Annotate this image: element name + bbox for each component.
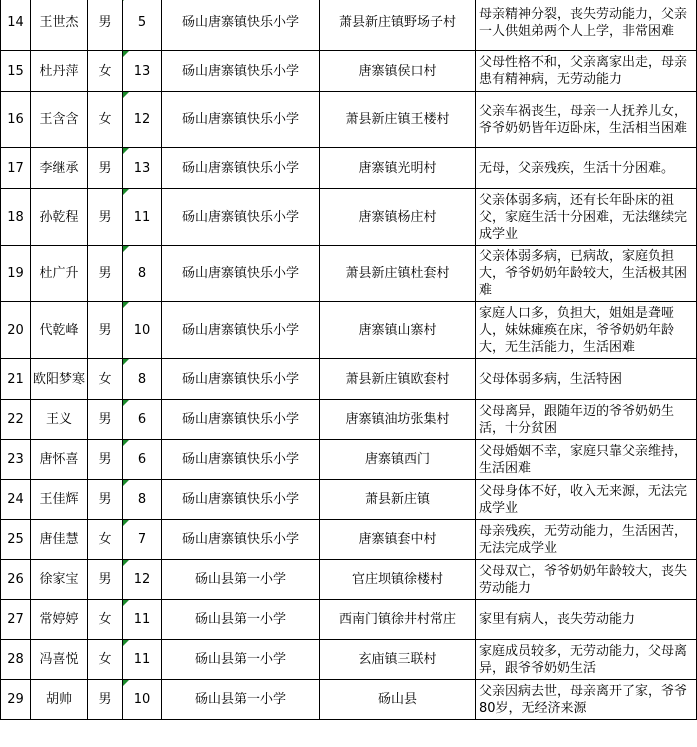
table-row <box>1 92 697 148</box>
age-cell: 11 <box>123 189 162 246</box>
hardship-reason-cell: 父母体弱多病，生活特困 <box>476 359 697 400</box>
school-cell: 砀山唐寨镇快乐小学 <box>162 246 320 302</box>
table-row <box>1 400 697 440</box>
row-number-cell: 23 <box>1 440 31 480</box>
hardship-reason-cell: 父母婚姻不幸，家庭只靠父亲维持，生活困难 <box>476 440 697 480</box>
student-name-cell: 代乾峰 <box>31 302 88 359</box>
gender-cell: 男 <box>88 302 123 359</box>
row-number-cell: 28 <box>1 640 31 680</box>
address-cell: 唐寨镇杨庄村 <box>320 189 476 246</box>
student-name-cell: 李继承 <box>31 148 88 189</box>
student-name-cell: 杜丹萍 <box>31 51 88 92</box>
gender-cell: 女 <box>88 520 123 560</box>
student-name-cell: 欧阳梦寒 <box>31 359 88 400</box>
student-name-cell: 王含含 <box>31 92 88 148</box>
age-cell: 8 <box>123 480 162 520</box>
gender-cell: 男 <box>88 246 123 302</box>
address-cell: 西南门镇徐井村常庄 <box>320 600 476 640</box>
age-cell: 8 <box>123 246 162 302</box>
address-cell: 唐寨镇油坊张集村 <box>320 400 476 440</box>
row-number-cell: 25 <box>1 520 31 560</box>
student-name-cell: 孙乾程 <box>31 189 88 246</box>
student-name-cell: 冯喜悦 <box>31 640 88 680</box>
school-cell: 砀山唐寨镇快乐小学 <box>162 0 320 51</box>
age-cell: 7 <box>123 520 162 560</box>
student-name-cell: 王义 <box>31 400 88 440</box>
age-cell: 11 <box>123 640 162 680</box>
school-cell: 砀山县第一小学 <box>162 680 320 720</box>
address-cell: 萧县新庄镇野场子村 <box>320 0 476 51</box>
table-row <box>1 302 697 359</box>
address-cell: 萧县新庄镇欧套村 <box>320 359 476 400</box>
table-row <box>1 600 697 640</box>
gender-cell: 女 <box>88 359 123 400</box>
row-number-cell: 17 <box>1 148 31 189</box>
row-number-cell: 24 <box>1 480 31 520</box>
gender-cell: 男 <box>88 480 123 520</box>
hardship-reason-cell: 父亲车祸丧生，母亲一人抚养儿女，爷爷奶奶皆年迈卧床，生活相当困难 <box>476 92 697 148</box>
address-cell: 萧县新庄镇杜套村 <box>320 246 476 302</box>
hardship-reason-cell: 家庭成员较多，无劳动能力，父母离异，跟爷爷奶奶生活 <box>476 640 697 680</box>
age-cell: 13 <box>123 148 162 189</box>
school-cell: 砀山县第一小学 <box>162 560 320 600</box>
table-row <box>1 189 697 246</box>
age-cell: 8 <box>123 359 162 400</box>
row-number-cell: 29 <box>1 680 31 720</box>
school-cell: 砀山县第一小学 <box>162 600 320 640</box>
row-number-cell: 21 <box>1 359 31 400</box>
student-name-cell: 常婷婷 <box>31 600 88 640</box>
address-cell: 玄庙镇三联村 <box>320 640 476 680</box>
address-cell: 唐寨镇山寨村 <box>320 302 476 359</box>
hardship-reason-cell: 父母离异，跟随年迈的爷爷奶奶生活，十分贫困 <box>476 400 697 440</box>
row-number-cell: 26 <box>1 560 31 600</box>
student-name-cell: 王世杰 <box>31 0 88 51</box>
table-row <box>1 480 697 520</box>
hardship-reason-cell: 父母性格不和，父亲离家出走，母亲患有精神病，无劳动能力 <box>476 51 697 92</box>
school-cell: 砀山唐寨镇快乐小学 <box>162 359 320 400</box>
gender-cell: 男 <box>88 560 123 600</box>
school-cell: 砀山唐寨镇快乐小学 <box>162 51 320 92</box>
address-cell: 官庄坝镇徐楼村 <box>320 560 476 600</box>
age-cell: 5 <box>123 0 162 51</box>
gender-cell: 男 <box>88 400 123 440</box>
student-name-cell: 唐佳慧 <box>31 520 88 560</box>
school-cell: 砀山唐寨镇快乐小学 <box>162 148 320 189</box>
row-number-cell: 18 <box>1 189 31 246</box>
school-cell: 砀山唐寨镇快乐小学 <box>162 189 320 246</box>
school-cell: 砀山唐寨镇快乐小学 <box>162 92 320 148</box>
school-cell: 砀山唐寨镇快乐小学 <box>162 302 320 359</box>
age-cell: 10 <box>123 680 162 720</box>
address-cell: 唐寨镇西门 <box>320 440 476 480</box>
hardship-reason-cell: 家庭人口多，负担大，姐姐是聋哑人，妹妹瘫痪在床，爷爷奶奶年龄大，无生活能力，生活困难 <box>476 302 697 359</box>
address-cell: 砀山县 <box>320 680 476 720</box>
gender-cell: 男 <box>88 680 123 720</box>
gender-cell: 男 <box>88 0 123 51</box>
table-row <box>1 640 697 680</box>
school-cell: 砀山县第一小学 <box>162 640 320 680</box>
table-row <box>1 680 697 720</box>
address-cell: 唐寨镇侯口村 <box>320 51 476 92</box>
table-row <box>1 148 697 189</box>
table-row <box>1 359 697 400</box>
table-row <box>1 520 697 560</box>
gender-cell: 男 <box>88 189 123 246</box>
school-cell: 砀山唐寨镇快乐小学 <box>162 400 320 440</box>
address-cell: 唐寨镇套中村 <box>320 520 476 560</box>
hardship-reason-cell: 父亲因病去世，母亲离开了家，爷爷80岁，无经济来源 <box>476 680 697 720</box>
school-cell: 砀山唐寨镇快乐小学 <box>162 520 320 560</box>
hardship-reason-cell: 母亲精神分裂，丧失劳动能力，父亲一人供姐弟两个人上学，非常困难 <box>476 0 697 51</box>
hardship-reason-cell: 父亲体弱多病，还有长年卧床的祖父，家庭生活十分困难，无法继续完成学业 <box>476 189 697 246</box>
student-name-cell: 王佳辉 <box>31 480 88 520</box>
student-name-cell: 杜广升 <box>31 246 88 302</box>
gender-cell: 女 <box>88 600 123 640</box>
student-name-cell: 徐家宝 <box>31 560 88 600</box>
table-row <box>1 51 697 92</box>
age-cell: 6 <box>123 400 162 440</box>
age-cell: 11 <box>123 600 162 640</box>
row-number-cell: 22 <box>1 400 31 440</box>
school-cell: 砀山唐寨镇快乐小学 <box>162 480 320 520</box>
address-cell: 唐寨镇光明村 <box>320 148 476 189</box>
address-cell: 萧县新庄镇王楼村 <box>320 92 476 148</box>
table-row <box>1 440 697 480</box>
hardship-reason-cell: 无母，父亲残疾，生活十分困难。 <box>476 148 697 189</box>
gender-cell: 男 <box>88 440 123 480</box>
gender-cell: 男 <box>88 148 123 189</box>
table-row <box>1 0 697 51</box>
age-cell: 12 <box>123 560 162 600</box>
age-cell: 13 <box>123 51 162 92</box>
row-number-cell: 16 <box>1 92 31 148</box>
gender-cell: 女 <box>88 92 123 148</box>
hardship-reason-cell: 父亲体弱多病，已病故，家庭负担大，爷爷奶奶年龄较大，生活极其困难 <box>476 246 697 302</box>
school-cell: 砀山唐寨镇快乐小学 <box>162 440 320 480</box>
row-number-cell: 14 <box>1 0 31 51</box>
age-cell: 6 <box>123 440 162 480</box>
row-number-cell: 19 <box>1 246 31 302</box>
gender-cell: 女 <box>88 640 123 680</box>
student-name-cell: 胡帅 <box>31 680 88 720</box>
address-cell: 萧县新庄镇 <box>320 480 476 520</box>
age-cell: 12 <box>123 92 162 148</box>
student-name-cell: 唐怀喜 <box>31 440 88 480</box>
age-cell: 10 <box>123 302 162 359</box>
gender-cell: 女 <box>88 51 123 92</box>
table-row <box>1 560 697 600</box>
hardship-reason-cell: 母亲残疾，无劳动能力，生活困苦，无法完成学业 <box>476 520 697 560</box>
row-number-cell: 20 <box>1 302 31 359</box>
hardship-reason-cell: 家里有病人，丧失劳动能力 <box>476 600 697 640</box>
hardship-reason-cell: 父母双亡，爷爷奶奶年龄较大，丧失劳动能力 <box>476 560 697 600</box>
hardship-reason-cell: 父母身体不好，收入无来源，无法完成学业 <box>476 480 697 520</box>
table-row <box>1 246 697 302</box>
row-number-cell: 27 <box>1 600 31 640</box>
row-number-cell: 15 <box>1 51 31 92</box>
